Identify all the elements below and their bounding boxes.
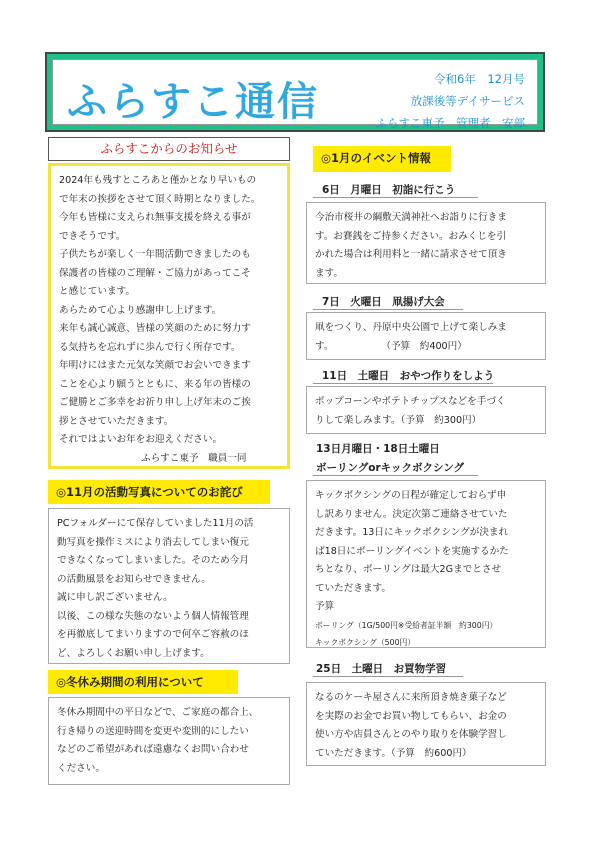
event-line: かれた場合は利用料と一緒に請求させて頂き [315,249,507,260]
apology-line: 動写真を操作ミスにより消去してしまい復元 [57,536,249,548]
event-line: なるのケーキ屋さんに来所頂き焼き菓子など [315,692,507,703]
apology-line: PCフォルダーにて保存していました11月の活 [57,518,254,529]
notice-line: る気持ちを忘れずに歩んで行く所存です。 [59,341,241,353]
event-heading-sub: ボーリングorキックボクシング [316,462,464,474]
event-heading-underline [313,676,463,677]
notice-signature: ふらすこ東予 職員一同 [141,452,247,464]
event-heading: 25日 土曜日 お買物学習 [316,663,447,675]
event-box [306,682,546,766]
notice-line: ことを心より願うとともに、来る年の皆様の [59,378,251,390]
apology-line: ど、よろしくお願い申し上げます。 [57,647,210,659]
event-line: を実際のお金でお買い物してもらい、お金の [315,710,507,722]
notice-line: 子供たちが楽しく一年間活動できましたのも [59,249,251,260]
event-line: 今治市桜井の綱敷天満神社へお詣りに行きま [315,212,507,223]
event-line: ポップコーンやポテトチップスなどを手づく [315,396,506,407]
event-heading-underline [313,309,463,310]
notice-line: できそうです。 [59,230,126,242]
apology-line: できなくなってしまいました。そのため今月 [57,555,249,566]
event-line: す。お賽銭をご持参ください。おみくじを引 [315,230,507,242]
event-line: キックボクシングの日程が確定しておらず申 [315,490,507,501]
winter-heading: ◎冬休み期間の利用について [48,670,238,694]
event-line: 凧をつくり、丹原中央公園で上げて楽しみま [315,322,507,333]
event-heading-underline [313,383,493,384]
event-box [306,480,546,648]
event-line: だきます。13日にキックボクシングが決まれ [315,527,509,538]
winter-line: などのご希望があれば遠慮なくお問い合わせ [57,744,249,755]
event-heading-underline [313,475,478,476]
event-budget-line: ボーリング（1G/500円※受給者証半額 約300円） [315,620,498,630]
event-box [306,312,546,360]
event-line: ていただきます。（予算 約600円） [315,747,472,759]
event-heading: 11日 土曜日 おやつ作りをしよう [322,370,495,382]
event-box [306,202,546,284]
header-banner [45,52,545,132]
issue-date: 令和6年 12月号 [434,72,525,86]
winter-line: 冬休み期間中の平日などで、ご家庭の都合上、 [57,707,259,718]
event-line: りして楽しみます。（予算 約300円） [315,414,482,426]
apology-line: 誠に申し訳ございません。 [57,592,173,603]
notice-line: 2024年も残すところあと僅かとなり早いもの [59,175,257,186]
event-line: ば18日にボーリングイベントを実施するかた [315,545,509,557]
apology-line: 以後、この様な失態のないよう個人情報管理 [57,610,249,622]
notice-line: あらためて心より感謝申し上げます。 [59,304,222,316]
header-info [376,68,526,134]
notice-line: と感じています。 [59,286,135,297]
winter-line: ください。 [57,762,105,774]
apology-line: の活動風景をお知らせできません。 [57,573,211,585]
service-name: 放課後等デイサービス [410,94,525,108]
event-heading: 7日 火曜日 凧揚げ大会 [322,296,445,308]
event-line: し訳ありません。決定次第ご連絡させていた [315,508,508,520]
notice-line: 年明けにはまた元気な笑顔でお会いできます [59,360,251,371]
event-budget-line: キックボクシング（500円） [315,637,416,647]
event-line: す。 （予算 約400円） [315,340,467,352]
event-heading: 13日月曜日・18日土曜日 [316,443,440,455]
apology-line: を再徹底してまいりますので何卒ご容赦のほ [57,629,249,640]
notice-title: ふらすこからのお知らせ [48,137,290,161]
notice-line: ご健勝とご多幸をお祈り申し上げ年末のご挨 [59,397,251,408]
newsletter-title: ふらすこ通信 [67,79,319,125]
event-heading-underline [313,197,478,198]
notice-box [48,163,290,469]
notice-line: で年末の挨拶をさせて頂く時期となりました。 [59,193,261,205]
event-line: 使い方や店員さんとのやり取りを体験学習し [315,729,507,740]
notice-line: 保護者の皆様のご理解・ご協力があってこそ [59,267,251,279]
header-inner [52,59,538,130]
event-line: 予算 [315,601,335,612]
apology-heading: ◎11月の活動写真についてのお詫び [48,480,270,504]
event-line: ちとなり、ボーリングは最大2Gまでとさせ [315,564,502,575]
notice-line: 今年も皆様に支えられ無事支援を終える事が [59,212,251,223]
winter-line: 行き帰りの送迎時間を変更や変則的にしたい [57,725,249,737]
apology-box [48,508,290,664]
notice-line: 拶とさせていただきます。 [59,415,174,427]
event-heading: 6日 月曜日 初詣に行こう [322,184,456,196]
author-line: ふらすこ東予 管理者 安部 [375,116,525,130]
event-box [306,386,546,434]
winter-box [48,697,290,785]
events-heading: ◎1月のイベント情報 [313,146,451,172]
notice-line: それではよいお年をお迎えください。 [59,434,223,445]
event-line: ていただきます。 [315,582,391,594]
notice-line: 来年も誠心誠意、皆様の笑顔のために努力す [59,323,251,334]
event-line: ます。 [315,267,344,279]
